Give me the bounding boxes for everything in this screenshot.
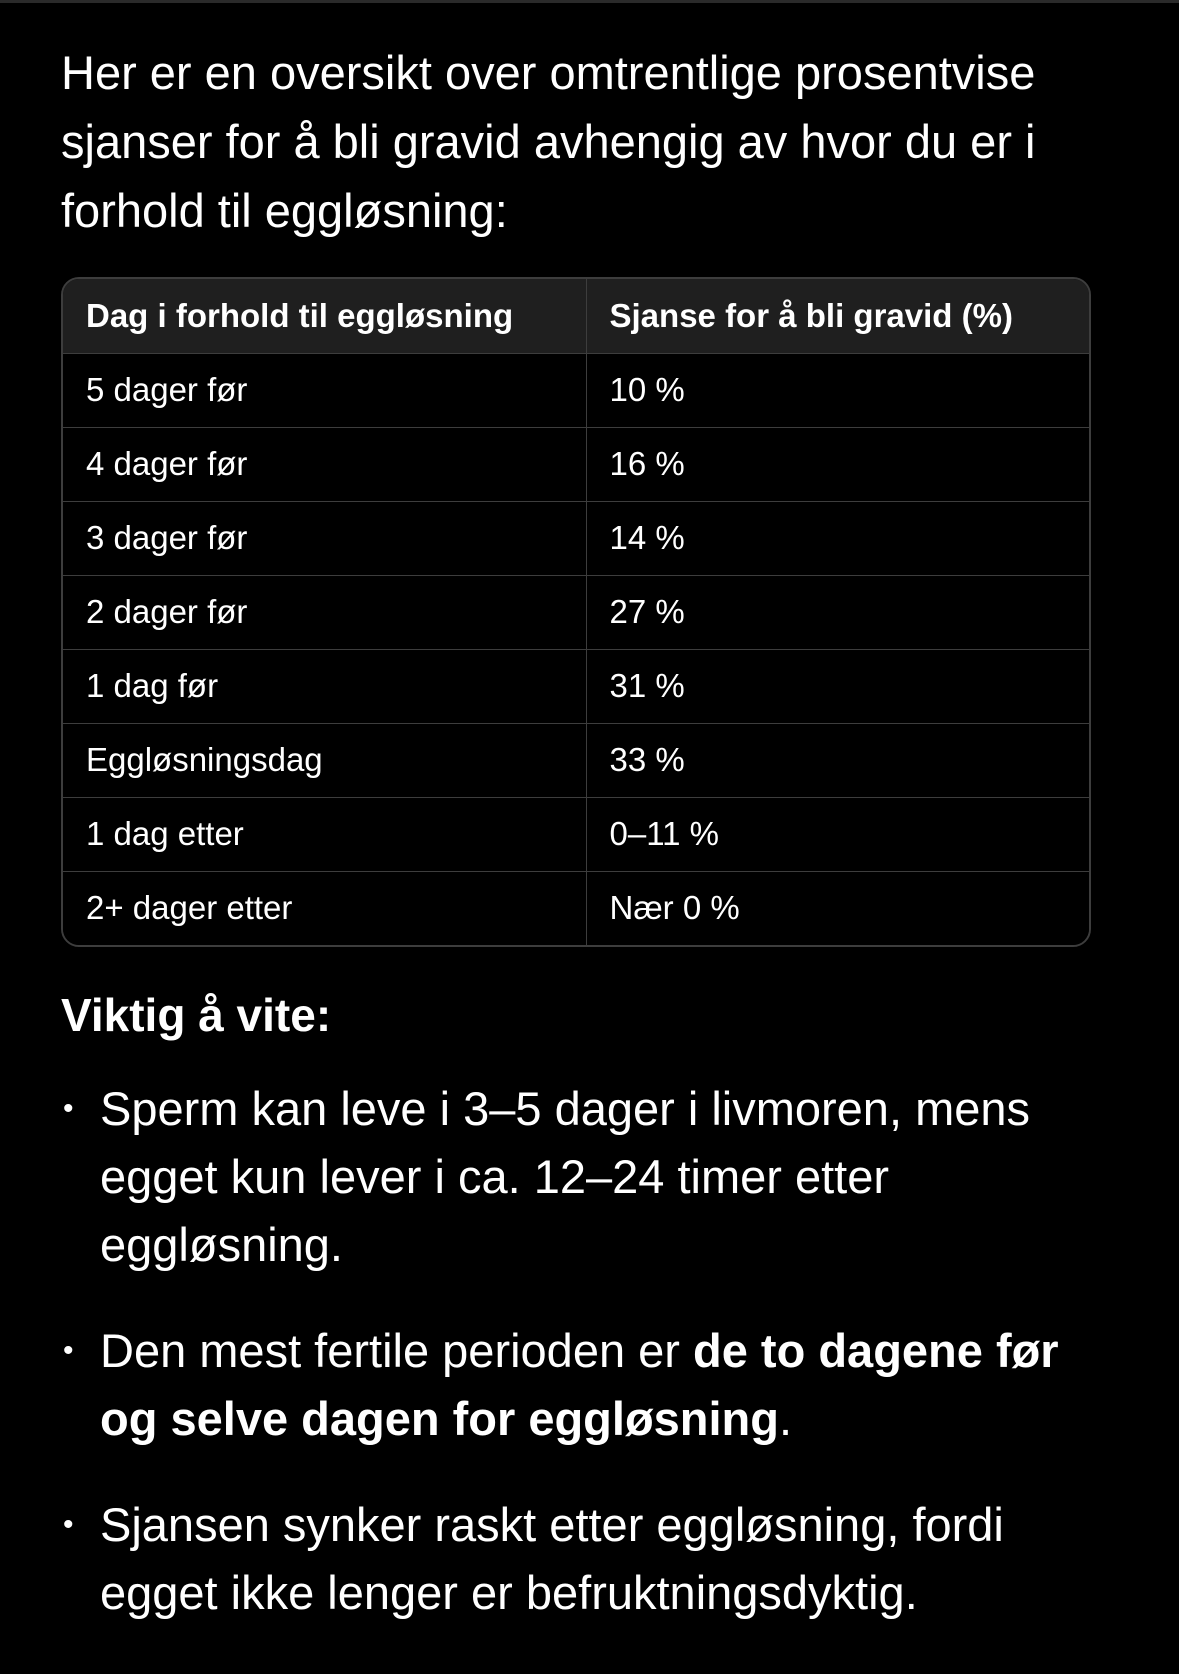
table-row: [63, 649, 1089, 723]
bullet-text: Sjansen synker raskt etter eggløsning, fordi egget ikke lenger er befruktningsdyktig.: [100, 1498, 1004, 1619]
cell-day: 4 dager før: [63, 427, 586, 501]
table-row: [63, 353, 1089, 427]
cell-chance: 33 %: [586, 723, 1089, 797]
bullet-dot: •: [63, 1334, 74, 1367]
cell-day: 2 dager før: [63, 575, 586, 649]
table-row: [63, 575, 1089, 649]
bullet-dot: •: [63, 1092, 74, 1125]
table-row: [63, 501, 1089, 575]
cell-chance: 27 %: [586, 575, 1089, 649]
bullet-text-pre: Den mest fertile perioden er: [100, 1324, 694, 1377]
bullet-text: Sperm kan leve i 3–5 dager i livmoren, mens egget kun lever i ca. 12–24 timer etter eggløsning.: [100, 1082, 1030, 1271]
bullet-dot: •: [63, 1508, 74, 1541]
cell-day: 1 dag etter: [63, 797, 586, 871]
fertility-table-container: [61, 277, 1091, 947]
fertility-table: [63, 279, 1089, 945]
table-row: [63, 871, 1089, 945]
list-item: [61, 1075, 1121, 1279]
table-row: [63, 427, 1089, 501]
column-header-day: Dag i forhold til eggløsning: [63, 279, 586, 353]
cell-chance: 16 %: [586, 427, 1089, 501]
table-row: [63, 723, 1089, 797]
top-divider: [0, 0, 1179, 3]
cell-day: 3 dager før: [63, 501, 586, 575]
cell-day: 5 dager før: [63, 353, 586, 427]
cell-chance: 14 %: [586, 501, 1089, 575]
cell-chance: Nær 0 %: [586, 871, 1089, 945]
list-item: [61, 1317, 1121, 1453]
column-header-chance: Sjanse for å bli gravid (%): [586, 279, 1089, 353]
message-content: [61, 38, 1121, 1665]
bullet-text-post: .: [778, 1392, 793, 1445]
list-item: [61, 1491, 1121, 1627]
cell-chance: 10 %: [586, 353, 1089, 427]
bullet-list: [61, 1075, 1121, 1627]
cell-chance: 0–11 %: [586, 797, 1089, 871]
section-heading: Viktig å vite:: [61, 989, 332, 1041]
intro-paragraph: Her er en oversikt over omtrentlige prosentvise sjanser for å bli gravid avhengig av hvor du er i forhold til eggløsning:: [61, 46, 1036, 237]
cell-day: 2+ dager etter: [63, 871, 586, 945]
cell-day: Eggløsningsdag: [63, 723, 586, 797]
cell-chance: 31 %: [586, 649, 1089, 723]
table-header-row: [63, 279, 1089, 353]
cell-day: 1 dag før: [63, 649, 586, 723]
bullet-text-bold: de to dagene før og selve dagen for eggløsning: [100, 1324, 1059, 1445]
table-row: [63, 797, 1089, 871]
